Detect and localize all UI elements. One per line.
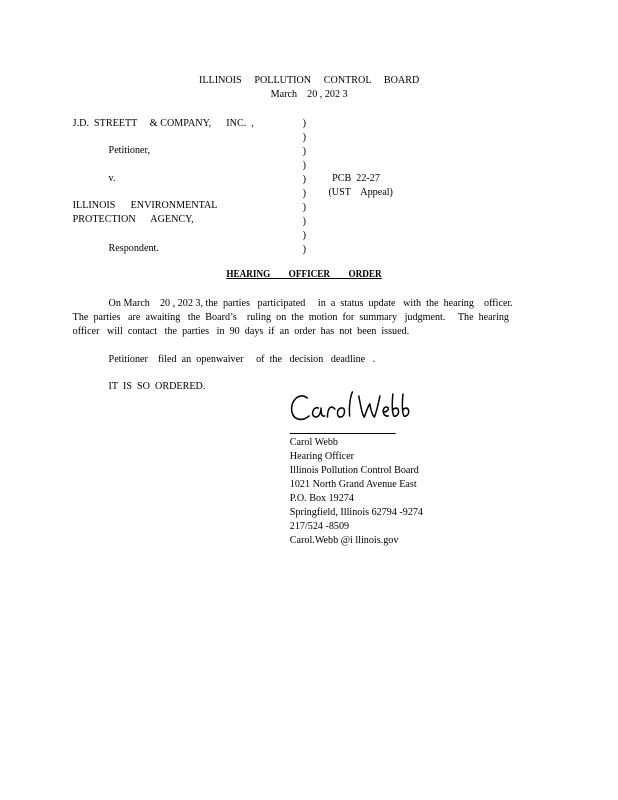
signer-phone: 217/524 -8509 xyxy=(289,520,350,532)
respondent-name-line1: ILLINOIS ENVIRONMENTAL xyxy=(72,199,218,211)
signer-street: 1021 North Grand Avenue East xyxy=(289,478,417,490)
respondent-role: Respondent. xyxy=(108,242,159,254)
petitioner-name: J.D. STREETT & COMPANY, INC. , xyxy=(72,117,254,129)
paren: ) xyxy=(302,159,307,171)
signer-title: Hearing Officer xyxy=(289,450,354,462)
paren: ) xyxy=(302,145,307,157)
signature-block xyxy=(290,435,423,547)
paragraph-1-line-3: officer will contact the parties in 90 days if an order has not been issued. xyxy=(72,325,410,337)
versus: v. xyxy=(108,172,116,184)
case-type: (UST Appeal) xyxy=(328,186,393,198)
order-heading: HEARING OFFICER ORDER xyxy=(226,269,382,280)
caption-parentheses xyxy=(303,116,306,256)
paragraph-3: IT IS SO ORDERED. xyxy=(108,380,206,392)
case-number: PCB 22-27 xyxy=(332,172,380,184)
signature-line xyxy=(290,433,396,434)
paren: ) xyxy=(302,173,307,185)
paren: ) xyxy=(302,201,307,213)
respondent-name-line2: PROTECTION AGENCY, xyxy=(72,213,194,225)
paren: ) xyxy=(302,131,307,143)
signer-agency: Illinois Pollution Control Board xyxy=(289,464,419,476)
paren: ) xyxy=(302,215,307,227)
signer-name: Carol Webb xyxy=(289,436,338,448)
signer-email[interactable]: Carol.Webb @i llinois.gov xyxy=(289,534,399,546)
paren: ) xyxy=(302,187,307,199)
order-date: March 20 , 202 3 xyxy=(270,88,348,100)
petitioner-role: Petitioner, xyxy=(108,144,151,156)
board-name: ILLINOIS POLLUTION CONTROL BOARD xyxy=(198,74,420,86)
signer-po-box: P.O. Box 19274 xyxy=(289,492,354,504)
signature-image xyxy=(287,386,416,430)
signer-city: Springfield, Illinois 62794 -9274 xyxy=(289,506,424,518)
paren: ) xyxy=(302,243,307,255)
paren: ) xyxy=(302,229,307,241)
paragraph-1-line-1: On March 20 , 202 3, the parties participated in a status update with the hearing officer. xyxy=(108,297,513,309)
paren: ) xyxy=(302,117,307,129)
paragraph-1-line-2: The parties are awaiting the Board’s ruling on the motion for summary judgment. The hearing xyxy=(72,311,509,323)
paragraph-2: Petitioner filed an openwaiver of the decision deadline . xyxy=(108,353,376,365)
